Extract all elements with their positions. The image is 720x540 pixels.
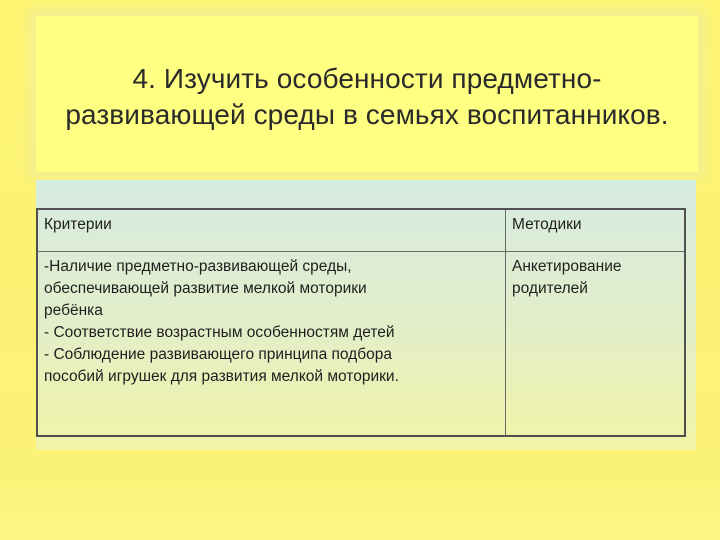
criteria-line-1: -Наличие предметно-развивающей среды, — [44, 258, 352, 275]
criteria-line-6: пособий игрушек для развития мелкой моторики. — [44, 368, 399, 385]
table-row — [37, 252, 685, 437]
methods-line-1: Анкетирование — [512, 258, 622, 275]
page-title — [65, 61, 668, 133]
criteria-line-3: ребёнка — [44, 302, 103, 319]
table-header-row — [37, 209, 685, 252]
criteria-cell — [37, 252, 506, 437]
title-box — [36, 16, 698, 172]
header-criteria: Критерии — [37, 209, 506, 252]
bottom-band — [0, 480, 720, 540]
title-line-2: развивающей среды в семьях воспитанников. — [65, 99, 669, 130]
criteria-table — [36, 208, 686, 437]
criteria-line-2: обеспечивающей развитие мелкой моторики — [44, 280, 367, 297]
methods-cell — [506, 252, 686, 437]
title-line-1: 4. Изучить особенности предметно- — [132, 63, 602, 94]
header-methods: Методики — [506, 209, 686, 252]
criteria-line-5: - Соблюдение развивающего принципа подбора — [44, 346, 392, 363]
methods-line-2: родителей — [512, 280, 588, 297]
criteria-line-4: - Соответствие возрастным особенностям детей — [44, 324, 395, 341]
